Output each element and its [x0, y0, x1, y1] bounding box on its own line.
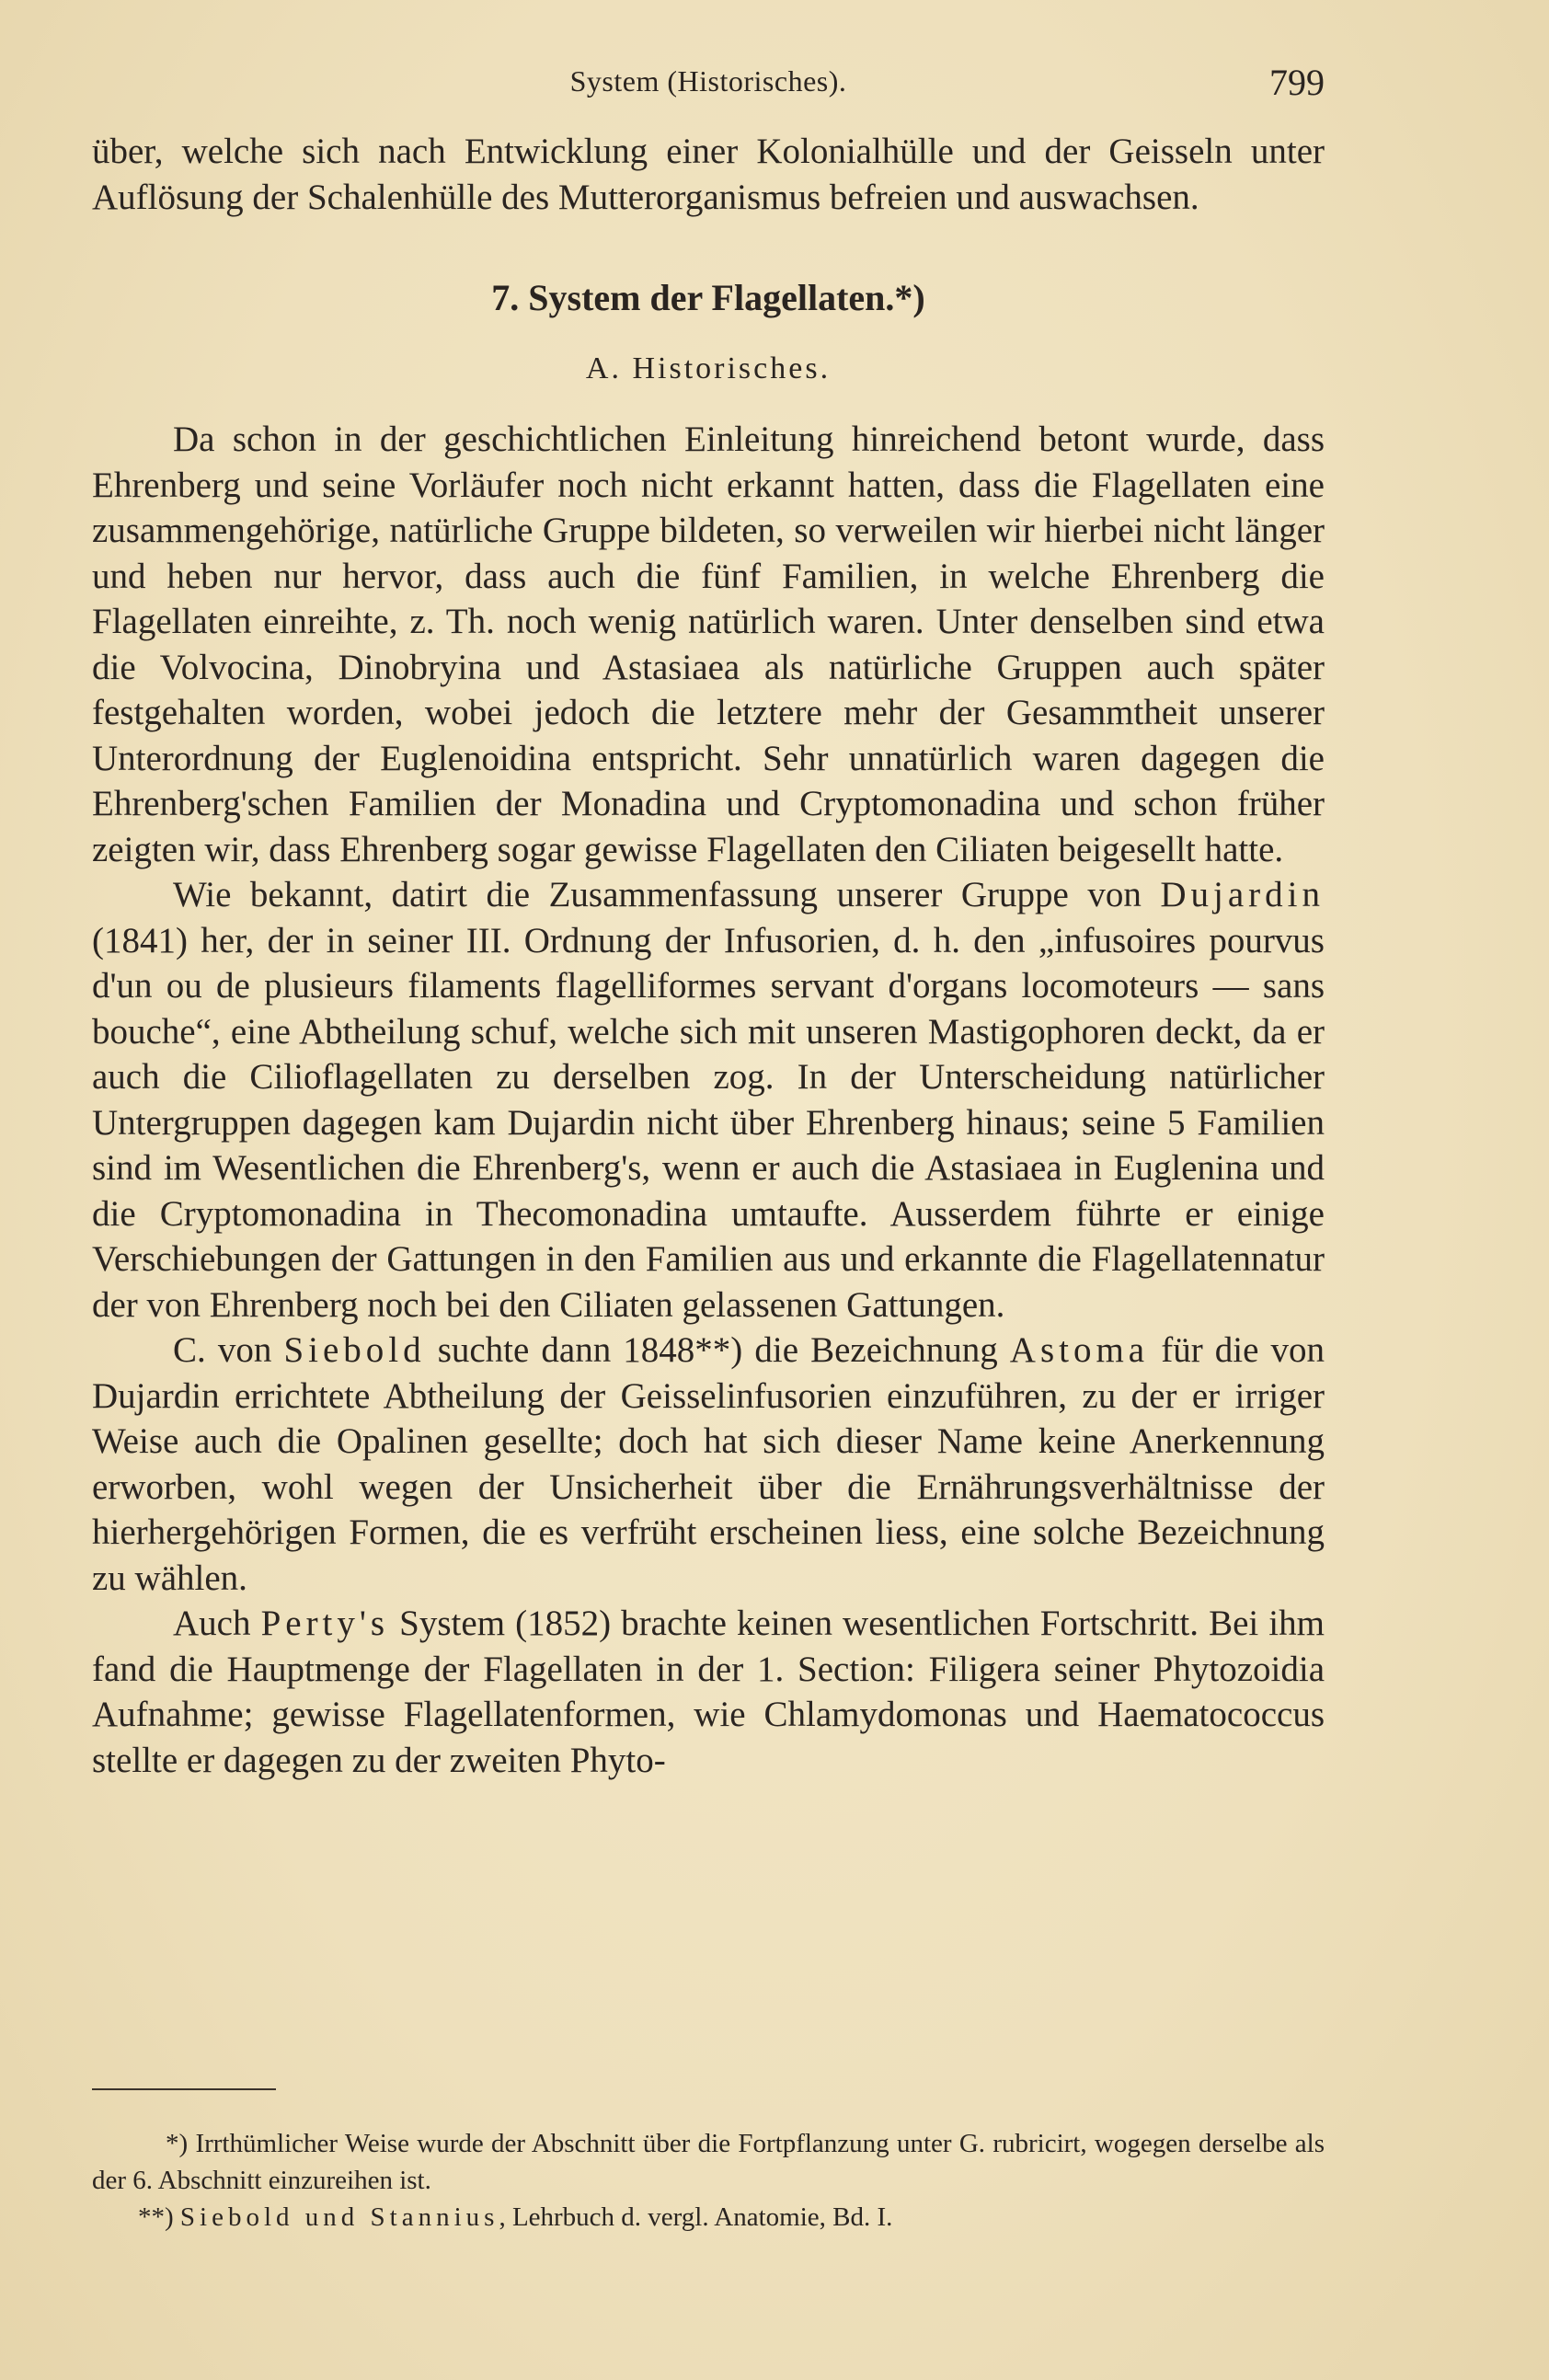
author-dujardin: Dujardin — [1160, 875, 1325, 914]
paragraph-2-rest: (1841) her, der in seiner III. Ordnung der Infusorien, d. h. den „infusoires pourvus d'un ou de plusieurs filaments flagelliformes servant d'organs locomoteurs — sans bouche“, eine Abtheilung schuf, welche sich mit unseren Mastigophoren deckt, da er auch die Cilioflagellaten zu derselben zog. In der Unterscheidung natürlicher Untergruppen dagegen kam Dujardin nicht über Ehrenberg hinaus; seine 5 Familien sind im Wesentlichen die Ehrenberg's, wenn er auch die Astasiaea in Euglenina und die Cryptomonadina in Thecomonadina umtaufte. Ausserdem führte er einige Verschiebungen der Gattungen in den Familien aus und erkannte die Flagellatennatur der von Ehrenberg noch bei den Ciliaten gelassenen Gattungen. — [92, 920, 1325, 1325]
main-text — [92, 129, 1325, 1783]
paragraph-3-start: C. von — [173, 1330, 284, 1370]
subsection-title: A. Historisches. — [585, 351, 832, 385]
footnote-2-rest: , Lehrbuch d. vergl. Anatomie, Bd. I. — [499, 2202, 893, 2232]
paragraph-4-rest: System (1852) brachte keinen wesentlichen Fortschritt. Bei ihm fand die Hauptmenge der Flagellaten in der 1. Section: Filigera seiner Phytozoidia Aufnahme; gewisse Flagellatenformen, wie Chlamydomonas und Haematococcus stellte er dagegen zu der zweiten Phyto- — [92, 1604, 1325, 1780]
paragraph-1: Da schon in der geschichtlichen Einleitung hinreichend betont wurde, dass Ehrenberg und seine Vorläufer noch nicht erkannt hatten, dass die Flagellaten eine zusammengehörige, natürliche Gruppe bildeten, so verweilen wir hierbei nicht länger und heben nur hervor, dass auch die fünf Familien, in welche Ehrenberg die Flagellaten einreihte, z. Th. noch wenig natürlich waren. Unter denselben sind etwa die Volvocina, Dinobryina und Astasiaea als natürliche Gruppen auch später festgehalten worden, wobei jedoch die letztere mehr der Gesammtheit unserer Unterordnung der Euglenoidina entspricht. Sehr unnatürlich waren dagegen die Ehrenberg'schen Familien der Monadina und Cryptomonadina und schon früher zeigten wir, dass Ehrenberg sogar gewisse Flagellaten den Ciliaten beigesellt hatte. — [92, 420, 1325, 869]
section-title: 7. System der Flagellaten.*) — [491, 277, 925, 318]
paragraph-3-mid: suchte dann 1848**) die Bezeichnung — [425, 1330, 1010, 1370]
author-siebold: Siebold — [283, 1330, 426, 1370]
paragraph-2 — [92, 872, 1325, 1328]
paragraph-3 — [92, 1328, 1325, 1601]
footnote-1: *) Irrthümlicher Weise wurde der Abschnitt über die Fortpflanzung unter G. rubricirt, wogegen derselbe als der 6. Abschnitt einzureihen ist. — [92, 2129, 1325, 2195]
intro-paragraph: über, welche sich nach Entwicklung einer Kolonialhülle und der Geisseln unter Auflösung der Schalenhülle des Mutterorganismus befreien und auswachsen. — [92, 132, 1325, 217]
footnote-2-marker: **) — [138, 2202, 180, 2232]
footnotes — [92, 2088, 1325, 2236]
term-astoma: Astoma — [1009, 1330, 1150, 1370]
author-perty: Perty's — [260, 1604, 390, 1643]
running-title: System (Historisches). — [569, 64, 847, 98]
paragraph-4-start: Auch — [173, 1604, 261, 1643]
paragraph-4 — [92, 1601, 1325, 1783]
page-number: 799 — [1269, 62, 1325, 103]
paragraph-3-rest: für die von Dujardin errichtete Abtheilung der Geisselinfusorien einzuführen, zu der er irriger Weise auch die Opalinen gesellte; doch hat sich dieser Name keine Anerkennung erworben, wohl wegen der Unsicherheit über die Ernährungsverhältnisse der hierhergehörigen Formen, die es verfrüht erscheinen liess, eine solche Bezeichnung zu wählen. — [92, 1330, 1325, 1598]
page-header — [92, 57, 1325, 112]
footnote-2-authors: Siebold und Stannius — [179, 2202, 499, 2232]
paragraph-2-start: Wie bekannt, datirt die Zusammenfassung unserer Gruppe von — [173, 875, 1161, 914]
footnote-2 — [92, 2199, 1325, 2236]
footnote-rule — [92, 2088, 276, 2090]
